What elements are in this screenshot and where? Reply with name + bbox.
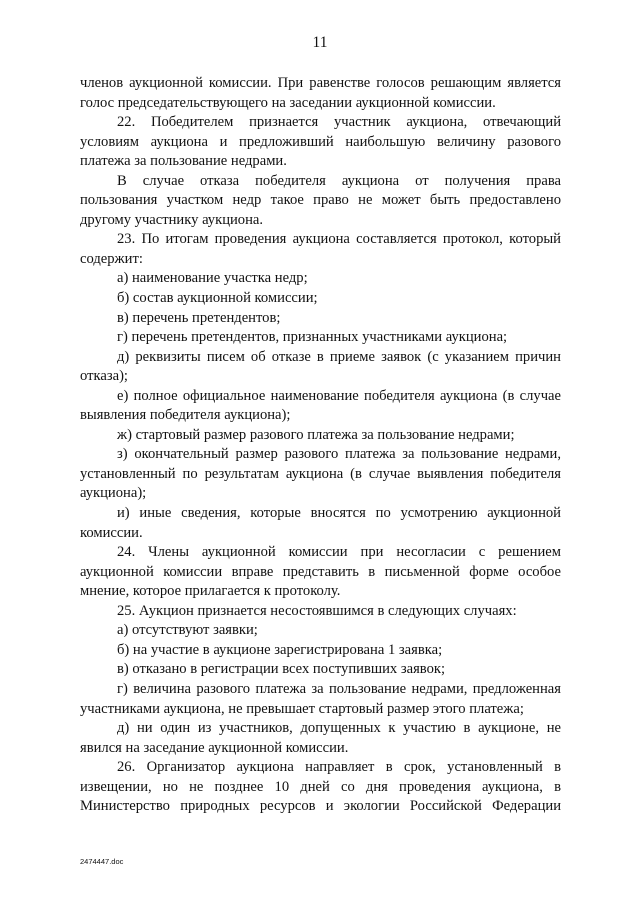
- text-line: 22. Победителем признается участник аукциона, отвечающий: [117, 114, 561, 131]
- text-line: платежа за пользование недрами.: [80, 153, 287, 170]
- page-number: 11: [312, 34, 328, 51]
- text-line: з) окончательный размер разового платежа за пользование недрами,: [117, 446, 561, 463]
- text-line: голос председательствующего на заседании аукционной комиссии.: [80, 94, 496, 111]
- text-line: д) ни один из участников, допущенных к участию в аукционе, не: [117, 720, 561, 737]
- text-line: 25. Аукцион признается несостоявшимся в следующих случаях:: [117, 602, 517, 619]
- text-line: ж) стартовый размер разового платежа за пользование недрами;: [117, 426, 515, 443]
- text-line: комиссии.: [80, 524, 143, 541]
- text-line: В случае отказа победителя аукциона от получения права: [117, 172, 561, 189]
- text-line: а) наименование участка недр;: [117, 270, 308, 287]
- text-line: б) на участие в аукционе зарегистрирована 1 заявка;: [117, 641, 443, 658]
- text-line: г) величина разового платежа за пользование недрами, предложенная: [117, 680, 561, 697]
- text-line: и) иные сведения, которые вносятся по усмотрению аукционной: [117, 505, 561, 522]
- text-line: в) перечень претендентов;: [117, 309, 281, 326]
- text-line: другому участнику аукциона.: [80, 211, 264, 228]
- document-body: [80, 74, 561, 817]
- text-line: условиям аукциона и предложивший наибольшую величину разового: [80, 133, 561, 150]
- text-line: извещении, но не позднее 10 дней со дня проведения аукциона, в: [80, 778, 561, 795]
- text-line: е) полное официальное наименование победителя аукциона (в случае: [117, 387, 561, 404]
- text-line: 23. По итогам проведения аукциона составляется протокол, который: [117, 231, 561, 248]
- text-line: в) отказано в регистрации всех поступивших заявок;: [117, 661, 446, 678]
- text-line: пользования участком недр такое право не может быть предоставлено: [80, 192, 561, 209]
- text-line: членов аукционной комиссии. При равенстве голосов решающим является: [80, 75, 561, 91]
- text-line: б) состав аукционной комиссии;: [117, 290, 318, 307]
- text-line: участниками аукциона, не превышает стартовый размер этого платежа;: [80, 700, 524, 717]
- text-line: аукциона);: [80, 485, 147, 502]
- text-line: 26. Организатор аукциона направляет в срок, установленный в: [117, 759, 561, 776]
- text-line: явился на заседание аукционной комиссии.: [80, 739, 349, 756]
- text-line: отказа);: [80, 368, 128, 385]
- text-line: выявления победителя аукциона);: [80, 407, 291, 424]
- text-line: д) реквизиты писем об отказе в приеме заявок (с указанием причин: [117, 348, 561, 365]
- file-name-footer: 2474447.doc: [80, 857, 124, 866]
- text-line: содержит:: [80, 250, 143, 267]
- text-line: 24. Члены аукционной комиссии при несогласии с решением: [117, 544, 561, 561]
- text-line: аукционной комиссии вправе представить в письменной форме особое: [80, 563, 561, 580]
- text-line: а) отсутствуют заявки;: [117, 622, 258, 639]
- text-line: г) перечень претендентов, признанных участниками аукциона;: [117, 329, 508, 346]
- text-line: установленный по результатам аукциона (в случае выявления победителя: [80, 465, 561, 482]
- text-line: мнение, которое прилагается к протоколу.: [80, 583, 341, 600]
- text-line: Министерство природных ресурсов и экологии Российской Федерации: [80, 798, 561, 815]
